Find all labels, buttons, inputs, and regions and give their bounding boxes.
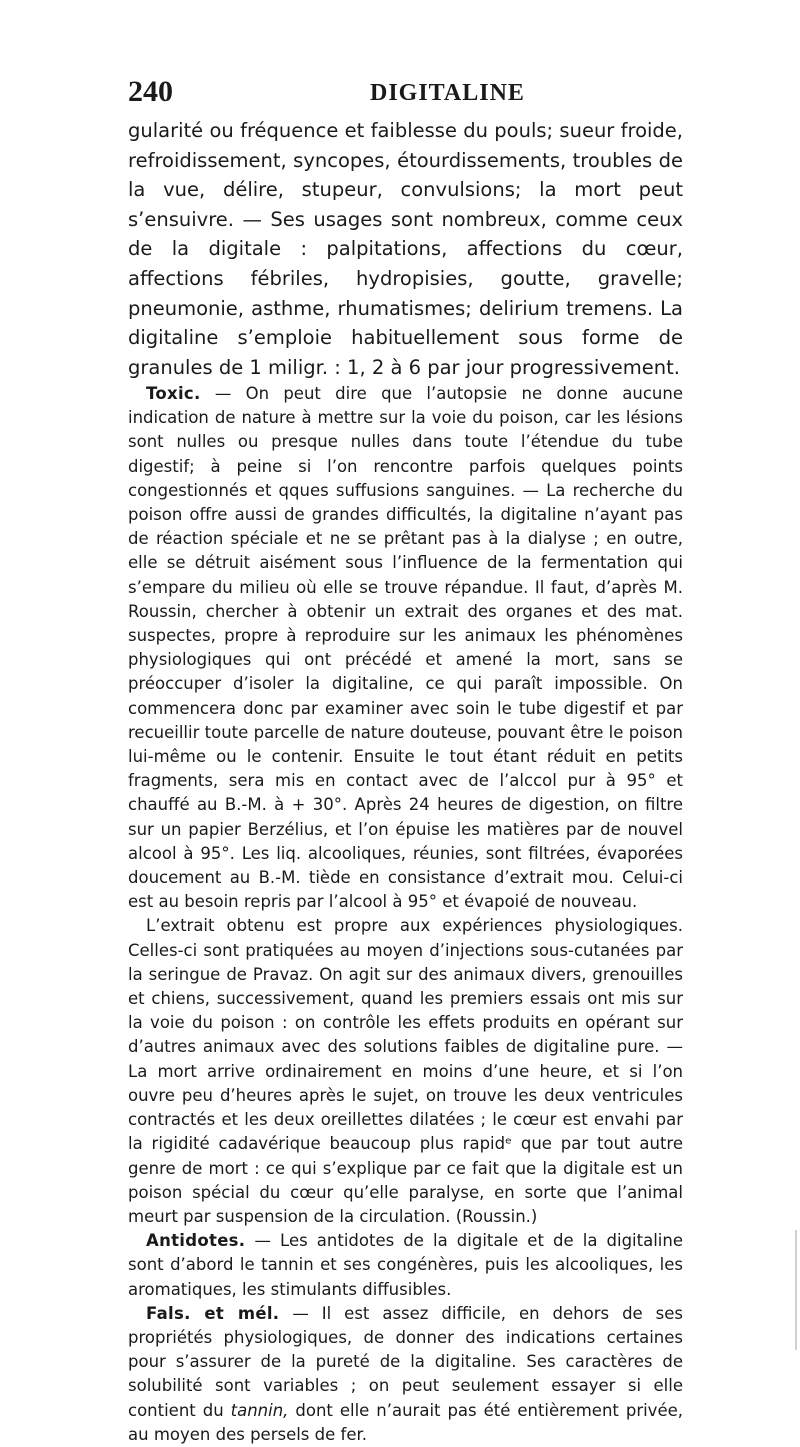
- paragraph-toxicology: [128, 382, 683, 914]
- paragraph-falsifications: [128, 1302, 683, 1447]
- paragraph-text: — Il est assez difficile, en dehors de ses propriétés physiologiques, de donner des indications certaines pour s’assurer de la pureté de la digitaline. Ses caractères de solubilité sont variables ; on peut seulement essayer si elle contient du: [128, 1303, 683, 1420]
- section-heading-toxic: Toxic.: [146, 384, 201, 403]
- page-header: [128, 74, 688, 114]
- paragraph-antidotes: [128, 1229, 683, 1302]
- section-heading-fals: Fals. et mél.: [146, 1303, 280, 1323]
- lead-paragraph: gularité ou fréquence et faiblesse du pouls; sueur froide, refroidissement, syncopes, étourdissements, troubles de la vue, délire, stupeur, convulsions; la mort peut s’ensuivre. — Ses usages sont nombreux, comme ceux de la digitale : palpitations, affections du cœur, affections fébriles, hydropisies, goutte, gravelle; pneumonie, asthme, rhumatismes; delirium tremens. La digitaline s’emploie habituellement sous forme de granules de 1 miligr. : 1, 2 à 6 par jour progressivement.: [128, 119, 683, 379]
- paragraph-text: — Les antidotes de la digitale et de la digitaline sont d’abord le tannin et ses congénères, puis les alcooliques, les aromatiques, les stimulants diffusibles.: [128, 1231, 683, 1299]
- paragraph-experiments: [128, 914, 683, 1229]
- page-number: 240: [128, 75, 173, 108]
- paragraph-text: L’extrait obtenu est propre aux expériences physiologiques. Celles-ci sont pratiquées au moyen d’injections sous-cutanées par la seringue de Pravaz. On agit sur des animaux divers, grenouilles et chiens, successivement, quand les premiers essais ont mis sur la voie du poison : on contrôle les effets produits en opérant sur d’autres animaux avec des solutions faibles de digitaline pure. — La mort arrive ordinairement en moins d’une heure, et si l’on ouvre peu d’heures après le sujet, on trouve les deux ventricules contractés et les deux oreillettes dilatées ; le cœur est envahi par la rigidité cadavérique beaucoup plus rapidᵉ que par tout autre genre de mort : ce qui s’explique par ce fait que la digitale est un poison spécial du cœur qu’elle paralyse, en sorte que l’animal meurt par suspension de la circulation. (Roussin.): [128, 916, 683, 1226]
- running-title: DIGITALINE: [370, 80, 525, 106]
- paragraph-text: — On peut dire que l’autopsie ne donne aucune indication de nature à mettre sur la voie du poison, car les lésions sont nulles ou presque nulles dans toute l’étendue du tube digestif; à peine si l’on rencontre parfois quelques points congestionnés et qques suffusions sanguines. — La recherche du poison offre aussi de grandes difficultés, la digitaline n’ayant pas de réaction spéciale et ne se prêtant pas à la dialyse ; en outre, elle se détruit aisément sous l’influence de la fermentation qui s’empare du milieu où elle se trouve répandue. Il faut, d’après M. Roussin, chercher à obtenir un extrait des organes et des mat. suspectes, propre à reproduire sur les animaux les phénomènes physiologiques qui ont précédé et amené la mort, sans se préoccuper d’isoler la digitaline, ce qui paraît impossible. On commencera donc par examiner avec soin le tube digestif et par recueillir toute parcelle de nature douteuse, pouvant être le poison lui-même ou le contenir. Ensuite le tout étant réduit en petits fragments, sera mis en contact avec de l’alccol pur à 95° et chauffé au B.-M. à + 30°. Après 24 heures de digestion, on filtre sur un papier Berzélius, et l’on épuise les matières par de nouvel alcool à 95°. Les liq. alcooliques, réunies, sont filtrées, évaporées doucement au B.-M. tiède en consistance d’extrait mou. Celui-ci est au besoin repris par l’alcool à 95° et évapoié de nouveau.: [128, 384, 683, 912]
- section-heading-antidotes: Antidotes.: [146, 1231, 246, 1251]
- emphasis-tannin: tannin,: [230, 1400, 289, 1420]
- body-text: [128, 382, 683, 1447]
- paragraph-text-end: dont elle n’aurait pas été entièrement privée, au moyen des persels de fer.: [128, 1400, 683, 1444]
- page-edge-line: [795, 1230, 797, 1350]
